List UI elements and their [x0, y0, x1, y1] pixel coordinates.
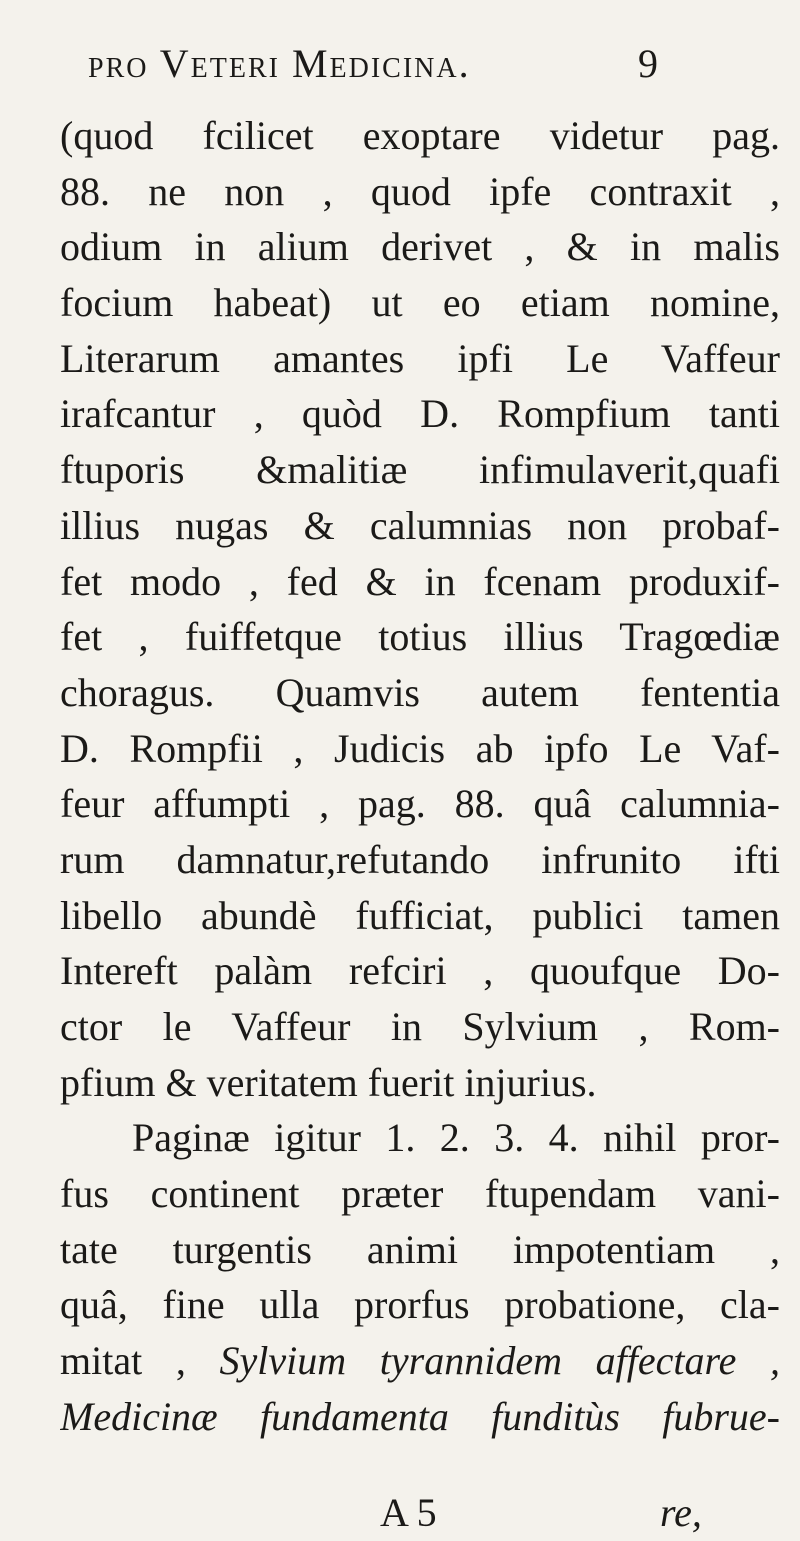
- text-line: Paginæ igitur 1. 2. 3. 4. nihil pror-: [132, 1115, 780, 1161]
- text-line: ftuporis &malitiæ infimulaverit,quafi: [60, 447, 780, 493]
- body-text: [60, 108, 780, 1445]
- text-line: Literarum amantes ipfi Le Vaffeur: [60, 335, 780, 381]
- text-line: fet modo , fed & in fcenam produxif-: [60, 558, 780, 604]
- text-line-emphasis: [60, 1333, 780, 1389]
- text-line: fet , fuiffetque totius illius Tragœdiæ: [60, 614, 780, 660]
- text-line: 88. ne non , quod ipfe contraxit ,: [60, 168, 780, 214]
- text-line: ctor le Vaffeur in Sylvium , Rom-: [60, 1004, 780, 1049]
- text-line: illius nugas & calumnias non probaf-: [60, 502, 780, 548]
- text-line: rum damnatur,refutando infrunito ifti: [60, 836, 780, 882]
- text-line: (quod fcilicet exoptare videtur pag.: [60, 113, 780, 158]
- text-line: fus continent præter ftupendam vani-: [60, 1171, 780, 1217]
- text-line: libello abundè fufficiat, publici tamen: [60, 892, 780, 938]
- signature-mark: A 5: [380, 1490, 437, 1535]
- page-number: 9: [638, 41, 659, 86]
- text-line: feur affumpti , pag. 88. quâ calumnia-: [60, 781, 780, 827]
- text-line: focium habeat) ut eo etiam nomine,: [60, 280, 780, 326]
- text-line: tate turgentis animi impotentiam ,: [60, 1226, 780, 1272]
- text-line: quâ, fine ulla prorfus probatione, cla-: [60, 1282, 780, 1328]
- text-line: odium in alium derivet , & in malis: [60, 224, 780, 270]
- text-line: Medicinæ fundamenta funditùs fubrue-: [60, 1393, 780, 1439]
- text-line-part: mitat , Sylvium tyrannidem affectare ,: [60, 1338, 780, 1384]
- text-line: choragus. Quamvis autem fententia: [60, 669, 780, 715]
- running-title: pro Veteri Medicina.: [88, 41, 471, 86]
- catchword: re,: [660, 1490, 702, 1535]
- text-line: D. Rompfii , Judicis ab ipfo Le Vaf-: [60, 725, 780, 771]
- running-header: [88, 40, 688, 100]
- text-line: pfium & veritatem fuerit injurius.: [60, 1059, 597, 1105]
- text-line: irafcantur , quòd D. Rompfium tanti: [60, 391, 780, 437]
- text-line: Intereft palàm refciri , quoufque Do-: [60, 948, 780, 994]
